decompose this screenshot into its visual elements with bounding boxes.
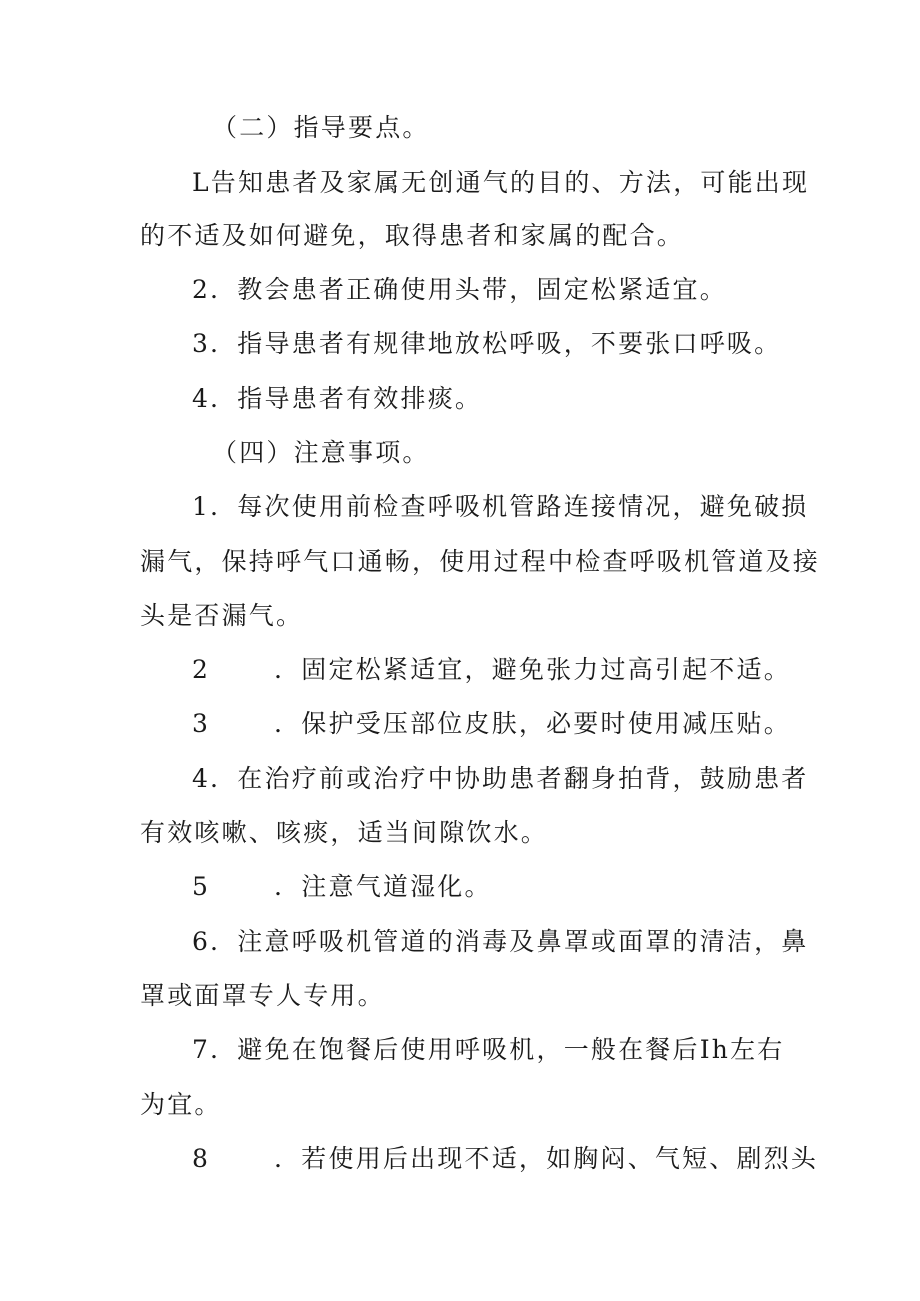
notes-item-2 — [192, 653, 791, 687]
section-heading-guidance: （二）指导要点。 — [212, 113, 430, 142]
notes-item-8-text: ．若使用后出现不适，如胸闷、气短、剧烈头 — [274, 1144, 819, 1173]
guidance-item-2: 2．教会患者正确使用头带，固定松紧适宜。 — [192, 275, 727, 304]
notes-item-4-line-1: 4．在治疗前或治疗中协助患者翻身拍背，鼓励患者 — [192, 764, 809, 793]
notes-item-5-number: 5 — [192, 872, 211, 901]
guidance-item-1-line-1: L告知患者及家属无创通气的目的、方法，可能出现 — [192, 168, 810, 197]
notes-item-7-line-2: 为宜。 — [140, 1090, 222, 1119]
notes-item-5 — [192, 870, 492, 904]
notes-item-6-line-2: 罩或面罩专人专用。 — [140, 981, 385, 1010]
notes-item-7-line-1: 7．避免在饱餐后使用呼吸机，一般在餐后Ih左右 — [192, 1035, 785, 1064]
notes-item-6-line-1: 6．注意呼吸机管道的消毒及鼻罩或面罩的清洁，鼻 — [192, 927, 809, 956]
notes-item-1-line-2: 漏气，保持呼气口通畅，使用过程中检查呼吸机管道及接 — [140, 547, 821, 576]
notes-item-2-text: ．固定松紧适宜，避免张力过高引起不适。 — [274, 655, 791, 684]
guidance-item-4: 4．指导患者有效排痰。 — [192, 384, 483, 413]
notes-item-1-line-1: 1．每次使用前检查呼吸机管路连接情况，避免破损 — [192, 492, 809, 521]
guidance-item-1-line-2: 的不适及如何避免，取得患者和家属的配合。 — [140, 221, 685, 250]
notes-item-3 — [192, 707, 791, 741]
notes-item-1-line-3: 头是否漏气。 — [140, 601, 304, 630]
notes-item-8 — [192, 1142, 818, 1176]
notes-item-3-text: ．保护受压部位皮肤，必要时使用减压贴。 — [274, 709, 791, 738]
notes-item-3-number: 3 — [192, 709, 211, 738]
notes-item-4-line-2: 有效咳嗽、咳痰，适当间隙饮水。 — [140, 818, 549, 847]
notes-item-2-number: 2 — [192, 655, 211, 684]
notes-item-5-text: ．注意气道湿化。 — [274, 872, 492, 901]
section-heading-notes: （四）注意事项。 — [212, 438, 430, 467]
guidance-item-3: 3．指导患者有规律地放松呼吸，不要张口呼吸。 — [192, 329, 782, 358]
notes-item-8-number: 8 — [192, 1144, 211, 1173]
